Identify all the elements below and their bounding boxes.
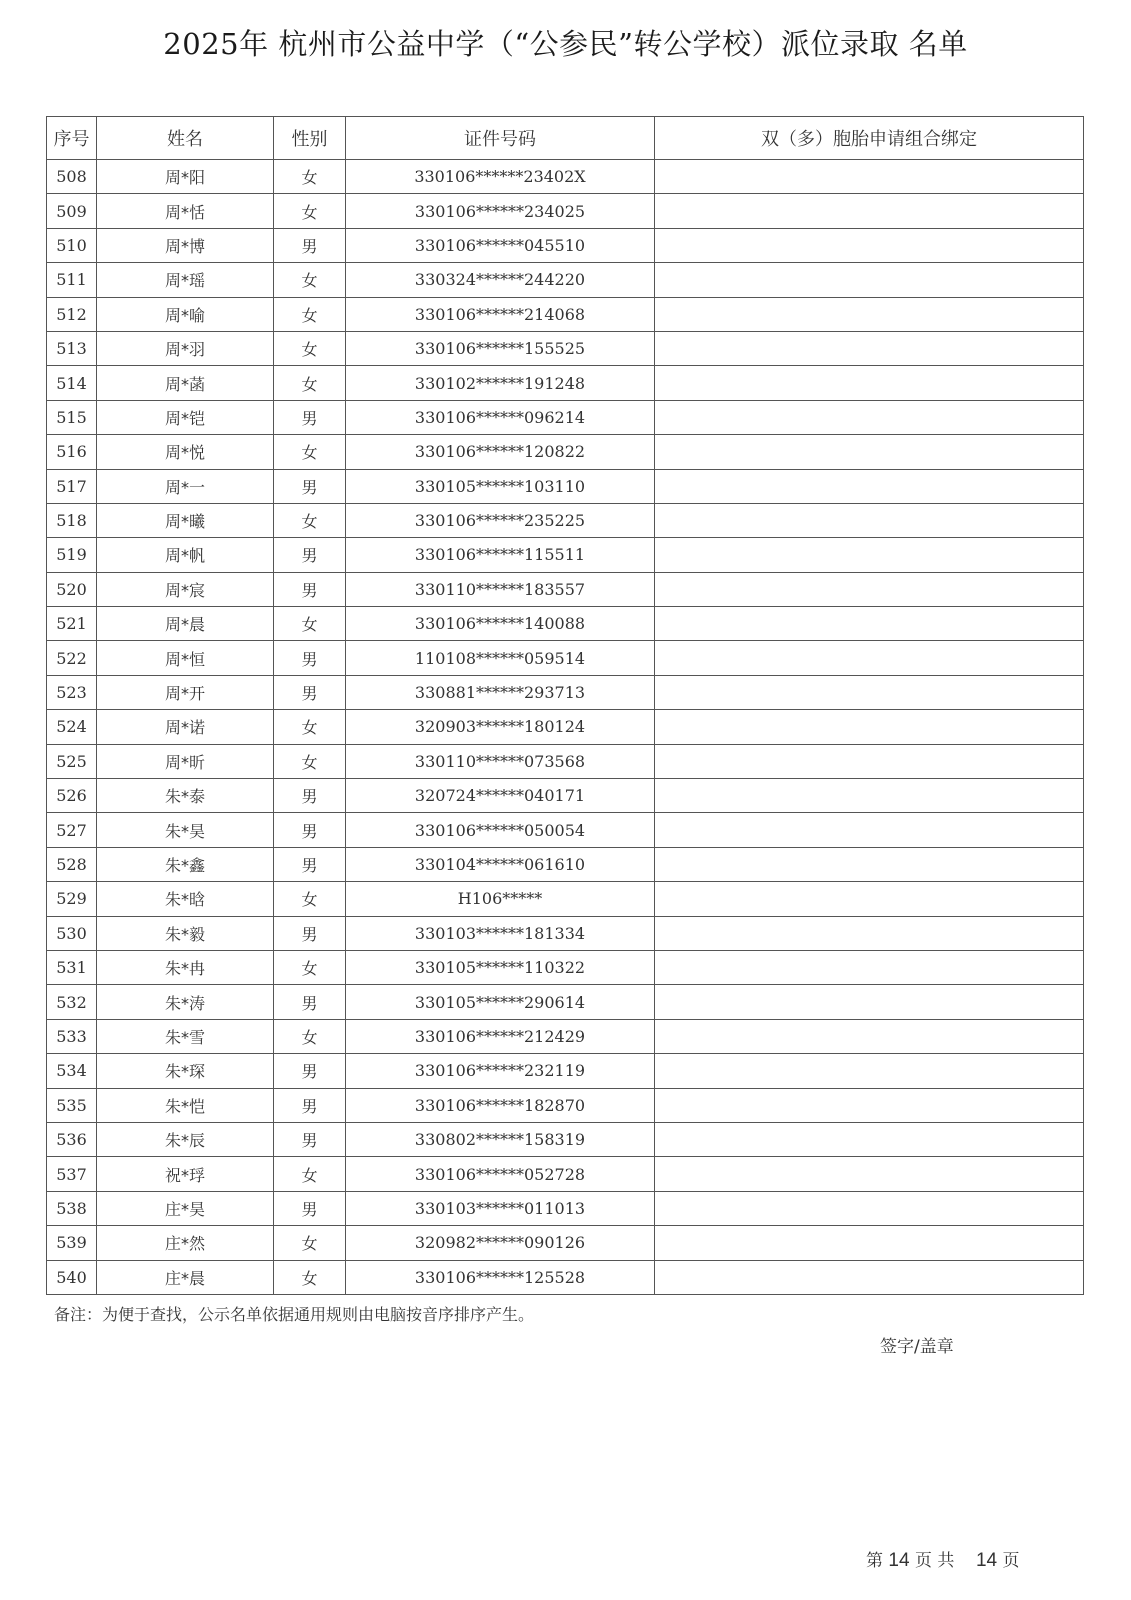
cell-gender: 女 [274,435,346,469]
table-body [47,160,1084,1295]
cell-twins-binding [655,366,1084,400]
header-name: 姓名 [97,117,274,160]
cell-twins-binding [655,1088,1084,1122]
cell-id-number: 330106******234025 [346,194,655,228]
cell-twins-binding [655,1019,1084,1053]
cell-name: 朱*晗 [97,882,274,916]
cell-serial: 526 [47,779,97,813]
table-row [47,469,1084,503]
cell-twins-binding [655,1226,1084,1260]
cell-gender: 女 [274,744,346,778]
cell-serial: 534 [47,1054,97,1088]
cell-serial: 536 [47,1122,97,1156]
cell-id-number: 330881******293713 [346,675,655,709]
cell-gender: 男 [274,572,346,606]
cell-name: 朱*雪 [97,1019,274,1053]
cell-gender: 女 [274,1226,346,1260]
cell-gender: 男 [274,813,346,847]
cell-serial: 516 [47,435,97,469]
cell-serial: 521 [47,607,97,641]
table-row [47,572,1084,606]
cell-name: 庄*然 [97,1226,274,1260]
cell-gender: 男 [274,641,346,675]
table-row [47,1157,1084,1191]
cell-serial: 535 [47,1088,97,1122]
cell-id-number: 330106******155525 [346,331,655,365]
table-row [47,744,1084,778]
cell-serial: 520 [47,572,97,606]
cell-serial: 530 [47,916,97,950]
cell-id-number: 330103******011013 [346,1191,655,1225]
cell-gender: 男 [274,985,346,1019]
cell-serial: 511 [47,263,97,297]
table-row [47,1088,1084,1122]
table-row [47,503,1084,537]
cell-serial: 533 [47,1019,97,1053]
cell-name: 朱*鑫 [97,847,274,881]
header-twins-binding: 双（多）胞胎申请组合绑定 [655,117,1084,160]
cell-name: 周*恒 [97,641,274,675]
cell-twins-binding [655,469,1084,503]
cell-twins-binding [655,813,1084,847]
cell-serial: 518 [47,503,97,537]
cell-id-number: 320982******090126 [346,1226,655,1260]
table-row [47,1226,1084,1260]
cell-serial: 527 [47,813,97,847]
cell-name: 朱*辰 [97,1122,274,1156]
cell-id-number: 330106******096214 [346,400,655,434]
cell-twins-binding [655,641,1084,675]
remark-note: 备注：为便于查找，公示名单依据通用规则由电脑按音序排序产生。 [54,1305,535,1324]
footer-prefix: 第 [866,1551,883,1571]
cell-twins-binding [655,985,1084,1019]
cell-name: 周*开 [97,675,274,709]
cell-serial: 538 [47,1191,97,1225]
cell-serial: 517 [47,469,97,503]
footer-middle: 页 共 [914,1551,955,1571]
footer-suffix: 页 [1002,1551,1020,1571]
cell-id-number: 330110******183557 [346,572,655,606]
footer-current-page: 14 [888,1550,910,1571]
cell-id-number: 330106******115511 [346,538,655,572]
cell-name: 朱*泰 [97,779,274,813]
cell-name: 周*一 [97,469,274,503]
cell-twins-binding [655,882,1084,916]
cell-id-number: 110108******059514 [346,641,655,675]
table-row [47,1122,1084,1156]
cell-id-number: 330106******052728 [346,1157,655,1191]
cell-gender: 女 [274,1157,346,1191]
table-row [47,985,1084,1019]
cell-name: 周*帆 [97,538,274,572]
cell-serial: 532 [47,985,97,1019]
table-row [47,950,1084,984]
cell-name: 朱*涛 [97,985,274,1019]
cell-serial: 529 [47,882,97,916]
table-row [47,297,1084,331]
table-row [47,366,1084,400]
cell-id-number: 330102******191248 [346,366,655,400]
header-gender: 性别 [274,117,346,160]
table-row [47,675,1084,709]
cell-name: 周*阳 [97,160,274,194]
cell-name: 周*博 [97,228,274,262]
table-row [47,813,1084,847]
cell-gender: 女 [274,1019,346,1053]
cell-name: 周*铠 [97,400,274,434]
cell-gender: 男 [274,538,346,572]
header-id-number: 证件号码 [346,117,655,160]
cell-gender: 女 [274,503,346,537]
cell-name: 朱*琛 [97,1054,274,1088]
table-row [47,435,1084,469]
cell-name: 朱*冉 [97,950,274,984]
cell-gender: 男 [274,1191,346,1225]
cell-gender: 女 [274,331,346,365]
cell-id-number: 330105******103110 [346,469,655,503]
cell-id-number: 330106******235225 [346,503,655,537]
cell-twins-binding [655,744,1084,778]
cell-twins-binding [655,1157,1084,1191]
cell-id-number: 320903******180124 [346,710,655,744]
cell-gender: 男 [274,779,346,813]
cell-gender: 女 [274,607,346,641]
cell-twins-binding [655,331,1084,365]
cell-gender: 女 [274,194,346,228]
table-row [47,916,1084,950]
cell-name: 周*悦 [97,435,274,469]
cell-id-number: 330106******182870 [346,1088,655,1122]
cell-name: 周*昕 [97,744,274,778]
cell-twins-binding [655,297,1084,331]
cell-twins-binding [655,503,1084,537]
table-row [47,641,1084,675]
header-serial: 序号 [47,117,97,160]
cell-twins-binding [655,1260,1084,1294]
page-footer [866,1546,1020,1572]
cell-twins-binding [655,435,1084,469]
cell-serial: 531 [47,950,97,984]
cell-gender: 男 [274,916,346,950]
cell-serial: 512 [47,297,97,331]
cell-twins-binding [655,779,1084,813]
cell-id-number: 330104******061610 [346,847,655,881]
cell-twins-binding [655,194,1084,228]
cell-name: 周*羽 [97,331,274,365]
cell-name: 周*菡 [97,366,274,400]
cell-id-number: 330106******214068 [346,297,655,331]
cell-serial: 509 [47,194,97,228]
cell-gender: 女 [274,297,346,331]
cell-gender: 女 [274,263,346,297]
table-row [47,607,1084,641]
cell-twins-binding [655,1122,1084,1156]
table-row [47,400,1084,434]
table-row [47,779,1084,813]
cell-twins-binding [655,538,1084,572]
cell-name: 庄*昊 [97,1191,274,1225]
cell-serial: 514 [47,366,97,400]
table-row [47,1019,1084,1053]
signature-seal-label: 签字/盖章 [880,1337,954,1357]
table-row [47,331,1084,365]
table-row [47,882,1084,916]
table-row [47,847,1084,881]
cell-serial: 540 [47,1260,97,1294]
cell-gender: 男 [274,469,346,503]
cell-name: 朱*昊 [97,813,274,847]
cell-id-number: 330106******120822 [346,435,655,469]
cell-serial: 524 [47,710,97,744]
cell-id-number: 330105******290614 [346,985,655,1019]
cell-name: 朱*恺 [97,1088,274,1122]
page-title: 2025年 杭州市公益中学（“公参民”转公学校）派位录取 名单 [163,27,968,61]
cell-serial: 510 [47,228,97,262]
cell-gender: 女 [274,882,346,916]
cell-twins-binding [655,607,1084,641]
cell-id-number: 330110******073568 [346,744,655,778]
cell-twins-binding [655,228,1084,262]
table-row [47,194,1084,228]
cell-serial: 522 [47,641,97,675]
cell-serial: 519 [47,538,97,572]
table-row [47,228,1084,262]
cell-gender: 女 [274,1260,346,1294]
cell-id-number: 320724******040171 [346,779,655,813]
cell-gender: 女 [274,710,346,744]
cell-id-number: 330103******181334 [346,916,655,950]
cell-name: 祝*琈 [97,1157,274,1191]
footer-total-pages: 14 [975,1550,998,1571]
cell-serial: 513 [47,331,97,365]
cell-twins-binding [655,1054,1084,1088]
cell-twins-binding [655,400,1084,434]
cell-gender: 男 [274,675,346,709]
cell-twins-binding [655,950,1084,984]
cell-name: 周*晨 [97,607,274,641]
cell-gender: 男 [274,1122,346,1156]
table-row [47,1054,1084,1088]
cell-twins-binding [655,1191,1084,1225]
cell-twins-binding [655,675,1084,709]
cell-twins-binding [655,572,1084,606]
table-row [47,160,1084,194]
cell-name: 朱*毅 [97,916,274,950]
cell-gender: 女 [274,160,346,194]
table-row [47,1260,1084,1294]
cell-name: 周*宸 [97,572,274,606]
cell-id-number: 330106******045510 [346,228,655,262]
cell-id-number: 330106******23402X [346,160,655,194]
cell-id-number: H106***** [346,882,655,916]
admission-table [46,116,1084,1295]
cell-gender: 男 [274,228,346,262]
cell-name: 周*恬 [97,194,274,228]
cell-serial: 523 [47,675,97,709]
table-row [47,263,1084,297]
cell-twins-binding [655,263,1084,297]
cell-serial: 528 [47,847,97,881]
table-row [47,1191,1084,1225]
cell-serial: 508 [47,160,97,194]
cell-id-number: 330106******212429 [346,1019,655,1053]
table-header-row [47,117,1084,160]
cell-id-number: 330106******050054 [346,813,655,847]
cell-serial: 537 [47,1157,97,1191]
cell-name: 周*诺 [97,710,274,744]
cell-name: 周*曦 [97,503,274,537]
cell-gender: 女 [274,366,346,400]
cell-twins-binding [655,847,1084,881]
cell-gender: 男 [274,1088,346,1122]
cell-twins-binding [655,916,1084,950]
cell-id-number: 330324******244220 [346,263,655,297]
cell-name: 庄*晨 [97,1260,274,1294]
cell-id-number: 330106******140088 [346,607,655,641]
cell-serial: 539 [47,1226,97,1260]
table-row [47,538,1084,572]
cell-id-number: 330106******232119 [346,1054,655,1088]
cell-id-number: 330105******110322 [346,950,655,984]
cell-serial: 525 [47,744,97,778]
cell-gender: 男 [274,847,346,881]
cell-serial: 515 [47,400,97,434]
cell-gender: 男 [274,1054,346,1088]
cell-gender: 女 [274,950,346,984]
cell-id-number: 330106******125528 [346,1260,655,1294]
cell-id-number: 330802******158319 [346,1122,655,1156]
cell-twins-binding [655,160,1084,194]
cell-gender: 男 [274,400,346,434]
cell-name: 周*瑶 [97,263,274,297]
cell-name: 周*喻 [97,297,274,331]
table-row [47,710,1084,744]
cell-twins-binding [655,710,1084,744]
